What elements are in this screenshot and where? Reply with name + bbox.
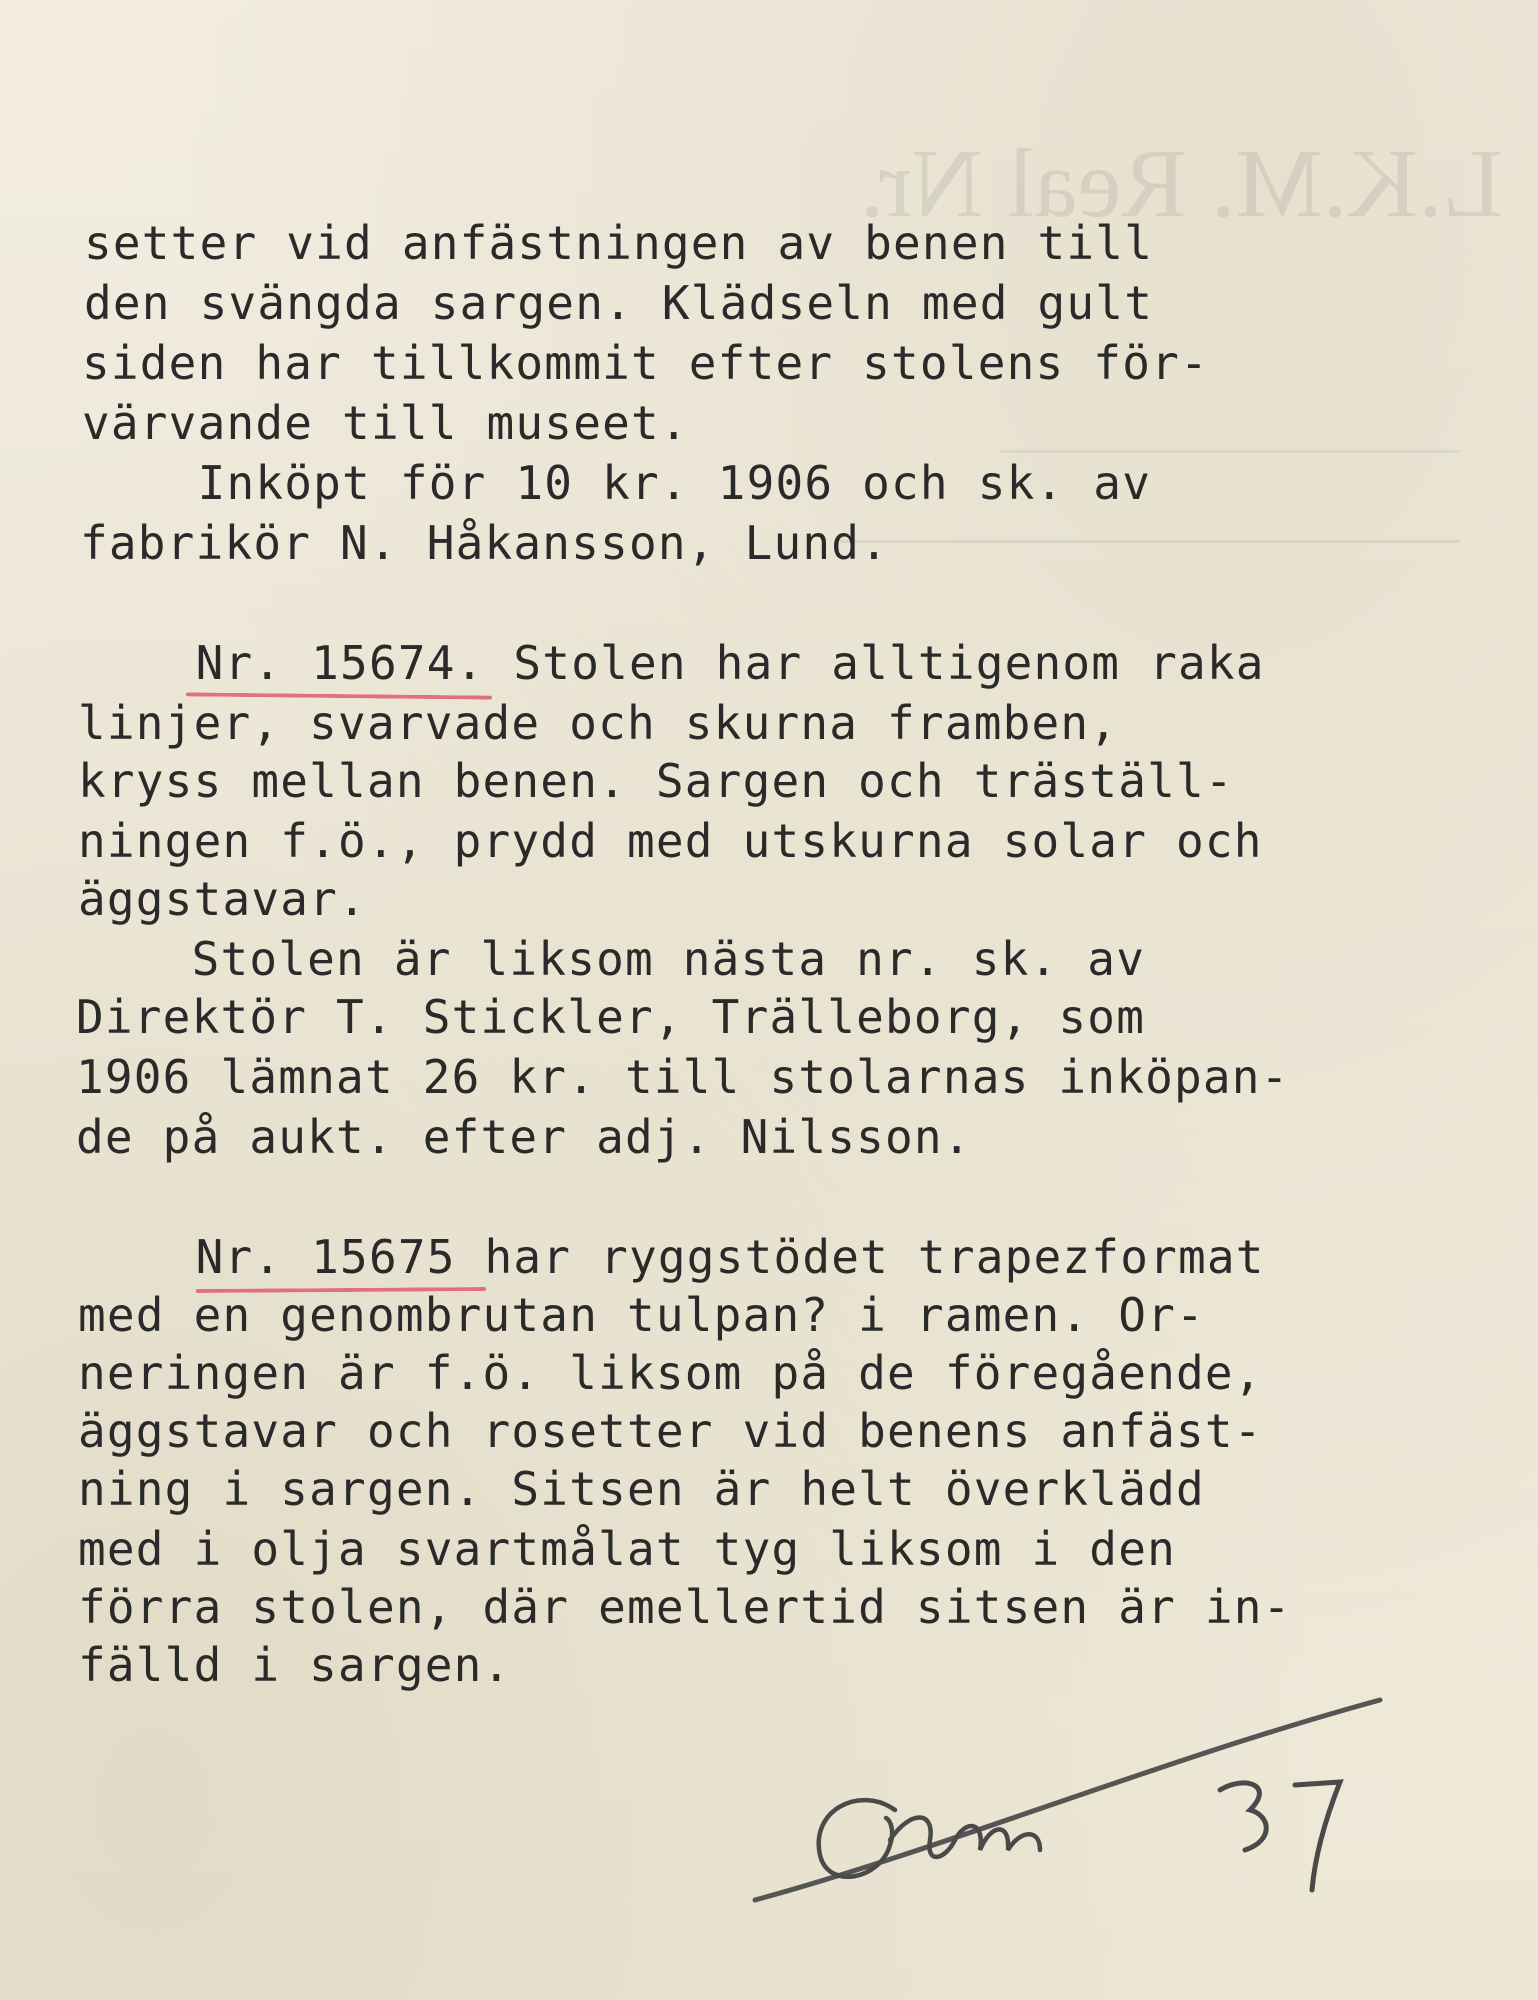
text-line: med en genombrutan tulpan? i ramen. Or- [78, 1288, 1205, 1342]
text-line: fälld i sargen. [78, 1638, 512, 1692]
text-line: med i olja svartmålat tyg liksom i den [78, 1522, 1176, 1576]
text-line: Nr. 15674. Stolen har alltigenom raka [80, 636, 1265, 690]
text-line: linjer, svarvade och skurna framben, [78, 696, 1119, 750]
text-line: Direktör T. Stickler, Trälleborg, som [76, 990, 1146, 1044]
handwritten-signature [740, 1690, 1400, 1940]
text-line: förra stolen, där emellertid sitsen är in- [78, 1580, 1292, 1634]
text-line: kryss mellan benen. Sargen och träställ- [78, 754, 1234, 808]
text-line: Nr. 15675 har ryggstödet trapezformat [80, 1230, 1265, 1284]
text-line: neringen är f.ö. liksom på de föregående, [78, 1346, 1263, 1400]
text-line: de på aukt. efter adj. Nilsson. [76, 1110, 972, 1164]
bleed-through-rule [840, 540, 1460, 543]
text-line: den svängda sargen. Klädseln med gult [84, 276, 1154, 330]
bleed-through-rule [1000, 450, 1460, 453]
text-line: värvande till museet. [82, 396, 689, 450]
text-line: äggstavar. [78, 872, 367, 926]
text-line: Stolen är liksom nästa nr. sk. av [76, 932, 1146, 986]
text-line: Inköpt för 10 kr. 1906 och sk. av [82, 456, 1152, 510]
text-line: ningen f.ö., prydd med utskurna solar och [78, 814, 1263, 868]
text-line: 1906 lämnat 26 kr. till stolarnas inköpan- [76, 1050, 1290, 1104]
text-line: setter vid anfästningen av benen till [84, 216, 1154, 270]
text-line: fabrikör N. Håkansson, Lund. [80, 516, 890, 570]
text-line: äggstavar och rosetter vid benens anfäst- [78, 1404, 1263, 1458]
text-line: siden har tillkommit efter stolens för- [82, 336, 1209, 390]
text-line: ning i sargen. Sitsen är helt överklädd [78, 1462, 1205, 1516]
bleed-through-header: L.K.M. Real Nr. [860, 130, 1503, 238]
